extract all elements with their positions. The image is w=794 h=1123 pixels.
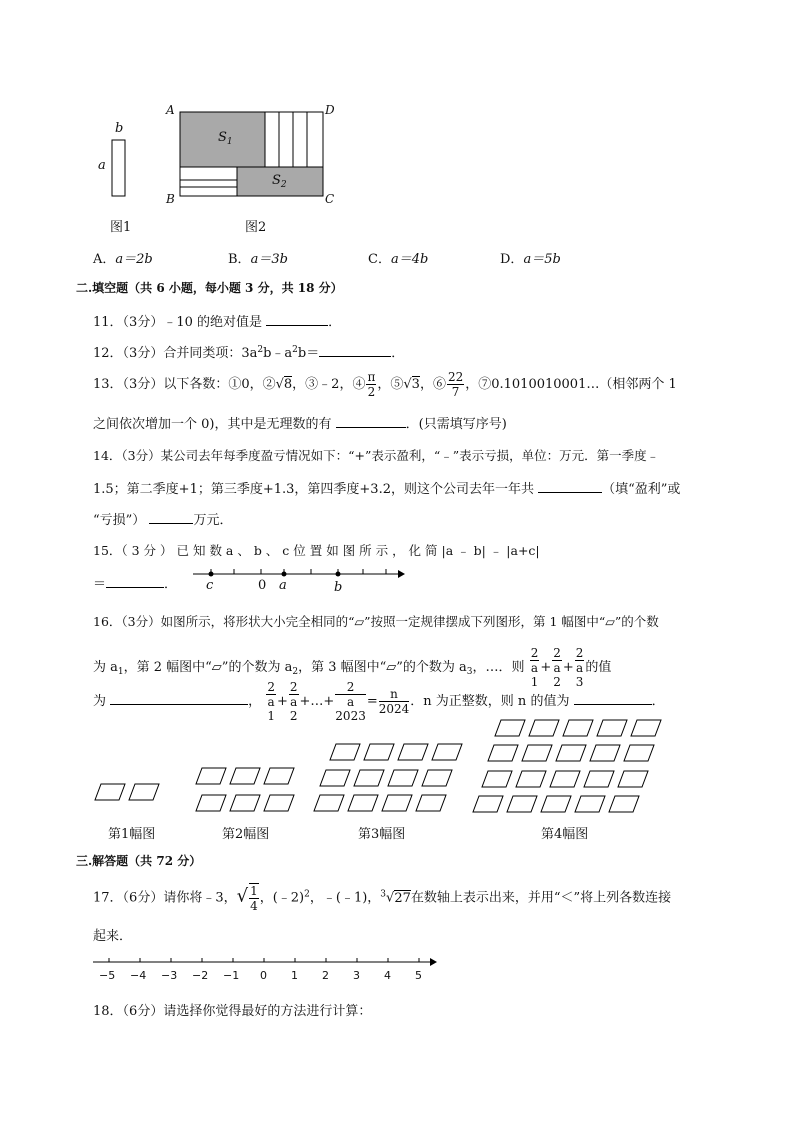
question-15-line2: ＝ ． [93, 577, 178, 592]
sqrt-symbol: √ [275, 377, 284, 392]
tick-label: −4 [130, 969, 147, 982]
tick-label: −5 [99, 969, 116, 982]
tick-label: 0 [260, 969, 267, 982]
corner-c: C [325, 192, 335, 206]
zero-label: 0 [258, 578, 267, 593]
tick-label: −2 [192, 969, 209, 982]
question-14-line2: 1.5；第二季度+1；第三季度+1.3，第四季度+3.2，则这个公司去年一年共 （填“盈利”或 [93, 482, 681, 497]
question-16-line3: 为 ， 2 a 1 + 2 a 2 +…+ 2 a 2023 = $\frac{n}{2024}$ ．n 为正整数，则 n 的值为 ． [93, 680, 665, 723]
tick-label: 1 [291, 969, 298, 982]
region-s1: $S_1$ [218, 130, 233, 147]
caption-fig2: 图2 [245, 220, 267, 235]
region-s2: $S_2$ [272, 173, 287, 190]
point-c-label: c [206, 578, 214, 593]
fig-caption-3: 第3幅图 [358, 827, 406, 842]
tick-label: 2 [322, 969, 329, 982]
sqrt-symbol: √ [403, 377, 412, 392]
answer-blank[interactable] [538, 480, 602, 493]
pi-over-2: $\frac{\pi}{2}$ [367, 370, 376, 399]
question-13-line2: 之间依次增加一个 0)，其中是无理数的有 ．(只需填写序号) [93, 417, 507, 432]
tick-label: −1 [223, 969, 240, 982]
question-16-line2: 为 $a_1$，第 2 幅图中“▱”的个数为 $a_2$，第 3 幅图中“▱”的个数为 $a_3$，…．则 2 a 1 + 2 a 2 + 2 a 3 的值 [93, 646, 612, 689]
label-a: a [98, 158, 106, 173]
tick-label: 5 [415, 969, 422, 982]
question-17: 17．（6分）请你将﹣3，√ $\frac{1}{4}$ ，(﹣2)$^2$，﹣(﹣1)，$^3$√27在数轴上表示出来，并用“＜”将上列各数连接 [93, 884, 672, 913]
caption-fig1: 图1 [110, 220, 132, 235]
label-b: b [115, 121, 124, 136]
fig-caption-4: 第4幅图 [541, 827, 589, 842]
question-14: 14．（3分）某公司去年每季度盈亏情况如下：“+”表示盈利，“﹣”表示亏损，单位：万元．第一季度﹣ [93, 448, 660, 463]
answer-blank[interactable] [574, 692, 652, 705]
answer-blank[interactable] [266, 313, 328, 326]
corner-a: A [166, 103, 175, 117]
question-12: 12．（3分）合并同类项：$3a^2b﹣a^2b=$ ． [93, 345, 405, 361]
number-line-abc [193, 565, 408, 601]
option-b: B．a＝3b [228, 252, 288, 267]
number-line-ticks [93, 969, 438, 985]
option-a: A．a＝2b [93, 252, 153, 267]
fig-caption-2: 第2幅图 [222, 827, 270, 842]
parallelogram-svg [90, 715, 670, 820]
number-line-q17-svg [93, 955, 438, 969]
section-2-heading: 二.填空题（共 6 小题，每小题 3 分，共 18 分） [76, 281, 343, 295]
point-b-label: b [334, 580, 343, 595]
answer-blank[interactable] [149, 511, 193, 524]
point-a-label: a [279, 578, 287, 593]
tick-label: 3 [353, 969, 360, 982]
question-17-line2: 起来． [93, 929, 133, 944]
answer-blank[interactable] [106, 575, 164, 588]
answer-blank[interactable] [110, 692, 248, 705]
tick-label: −3 [161, 969, 178, 982]
answer-blank[interactable] [319, 344, 391, 357]
answer-blank[interactable] [336, 415, 406, 428]
option-c: C．a＝4b [368, 252, 429, 267]
option-d: D．a＝5b [500, 252, 561, 267]
question-16: 16．（3分）如图所示，将形状大小完全相同的“▱”按照一定规律摆成下列图形，第 1 幅图中“▱”的个数 [93, 614, 659, 629]
question-18: 18．（6分）请选择你觉得最好的方法进行计算： [93, 1004, 372, 1019]
fraction-22-7: $\frac{22}{7}$ [447, 370, 464, 399]
parallelogram-figures [90, 715, 670, 820]
question-11: 11．（3分）﹣10 的绝对值是 ． [93, 315, 342, 330]
question-14-line3: “亏损”） 万元． [93, 513, 233, 528]
question-13: 13．（3分）以下各数：①0，②√8，③﹣2，④ $\frac{\pi}{2}$ ，⑤√3，⑥ $\frac{22}{7}$ ，⑦0.1010010001…（相邻两个 1 [93, 370, 677, 399]
number-line-svg [193, 565, 408, 597]
fig-caption-1: 第1幅图 [108, 827, 156, 842]
section-3-heading: 三.解答题（共 72 分） [76, 854, 202, 868]
corner-b: B [166, 192, 175, 206]
corner-d: D [325, 103, 335, 117]
tick-label: 4 [384, 969, 391, 982]
question-15: 15．（ 3 分 ） 已 知 数 a 、 b 、 c 位 置 如 图 所 示 ， 化 简 |a ﹣ b| ﹣ |a+c| [93, 543, 540, 558]
